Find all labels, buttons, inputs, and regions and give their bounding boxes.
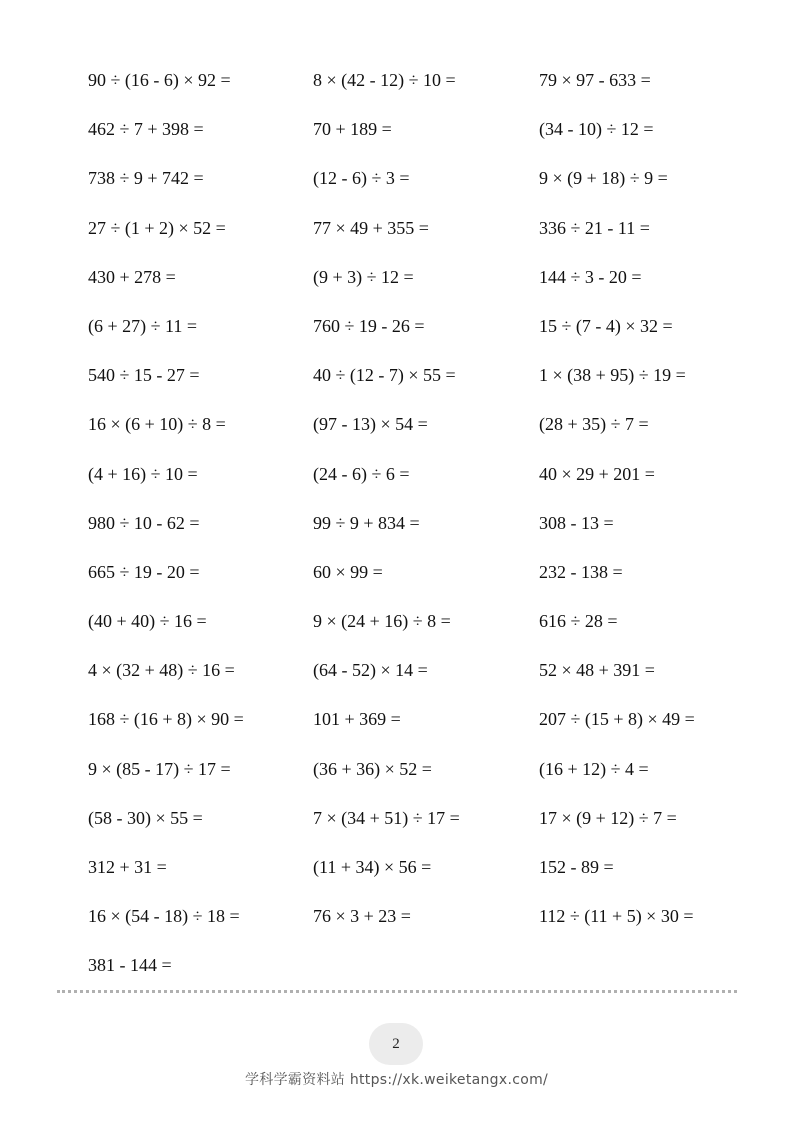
math-problem: (4 + 16) ÷ 10 = — [88, 463, 198, 484]
math-problem: 70 + 189 = — [313, 119, 392, 140]
math-problem: 232 - 138 = — [539, 561, 623, 582]
math-problem: 207 ÷ (15 + 8) × 49 = — [539, 709, 695, 730]
math-problem: 17 × (9 + 12) ÷ 7 = — [539, 807, 677, 828]
math-problem: (34 - 10) ÷ 12 = — [539, 119, 654, 140]
math-problem: 9 × (85 - 17) ÷ 17 = — [88, 758, 231, 779]
math-problem: (24 - 6) ÷ 6 = — [313, 463, 410, 484]
math-problem: 381 - 144 = — [88, 955, 172, 976]
math-problem: 77 × 49 + 355 = — [313, 217, 429, 238]
footer-site-name: 学科学霸资料站 — [244, 1072, 346, 1088]
math-problem: 312 + 31 = — [88, 857, 167, 877]
math-problem: 168 ÷ (16 + 8) × 90 = — [88, 709, 244, 730]
math-problem: (11 + 34) × 56 = — [313, 857, 432, 877]
math-problem: 60 × 99 = — [313, 561, 383, 582]
math-problem: 7 × (34 + 51) ÷ 17 = — [313, 807, 460, 828]
math-problem: 616 ÷ 28 = — [539, 611, 618, 632]
math-problem: (16 + 12) ÷ 4 = — [539, 758, 649, 779]
math-problem: 52 × 48 + 391 = — [539, 660, 655, 681]
page-number: 2 — [369, 1023, 423, 1065]
math-problem: 980 ÷ 10 - 62 = — [88, 512, 200, 533]
footer — [0, 1069, 793, 1089]
math-problem: 79 × 97 - 633 = — [539, 70, 651, 90]
problem-grid — [88, 56, 768, 991]
math-problem: 738 ÷ 9 + 742 = — [88, 168, 204, 189]
math-problem: 15 ÷ (7 - 4) × 32 = — [539, 315, 673, 336]
math-problem: 144 ÷ 3 - 20 = — [539, 266, 642, 287]
footer-url: https://xk.weiketangx.com/ — [349, 1072, 549, 1088]
math-problem: (6 + 27) ÷ 11 = — [88, 315, 198, 336]
math-problem: 152 - 89 = — [539, 857, 614, 877]
math-problem: 665 ÷ 19 - 20 = — [88, 561, 200, 582]
math-problem: 462 ÷ 7 + 398 = — [88, 119, 204, 140]
math-problem: 40 ÷ (12 - 7) × 55 = — [313, 365, 456, 386]
math-problem: 76 × 3 + 23 = — [313, 906, 411, 927]
math-problem: (12 - 6) ÷ 3 = — [313, 168, 410, 189]
math-problem: 40 × 29 + 201 = — [539, 463, 655, 484]
math-problem: 4 × (32 + 48) ÷ 16 = — [88, 660, 235, 681]
math-problem: 101 + 369 = — [313, 709, 401, 730]
math-problem: 1 × (38 + 95) ÷ 19 = — [539, 365, 686, 386]
math-problem: (9 + 3) ÷ 12 = — [313, 266, 414, 287]
math-problem: 27 ÷ (1 + 2) × 52 = — [88, 217, 226, 238]
math-problem: (64 - 52) × 14 = — [313, 660, 428, 681]
math-problem: 760 ÷ 19 - 26 = — [313, 315, 425, 336]
math-problem: (97 - 13) × 54 = — [313, 414, 428, 435]
math-problem: 540 ÷ 15 - 27 = — [88, 365, 200, 386]
math-problem: (36 + 36) × 52 = — [313, 758, 432, 779]
math-problem: 99 ÷ 9 + 834 = — [313, 512, 420, 533]
math-problem: 430 + 278 = — [88, 266, 176, 287]
math-problem: 16 × (6 + 10) ÷ 8 = — [88, 414, 226, 435]
math-problem: 336 ÷ 21 - 11 = — [539, 217, 650, 238]
math-problem: 9 × (24 + 16) ÷ 8 = — [313, 611, 451, 632]
dotted-divider — [57, 990, 737, 993]
math-problem: (28 + 35) ÷ 7 = — [539, 414, 649, 435]
math-problem: (58 - 30) × 55 = — [88, 807, 203, 828]
math-problem: (40 + 40) ÷ 16 = — [88, 611, 207, 632]
math-problem: 9 × (9 + 18) ÷ 9 = — [539, 168, 668, 189]
math-problem: 8 × (42 - 12) ÷ 10 = — [313, 70, 456, 90]
math-problem: 112 ÷ (11 + 5) × 30 = — [539, 906, 694, 927]
math-problem: 16 × (54 - 18) ÷ 18 = — [88, 906, 240, 927]
math-problem: 90 ÷ (16 - 6) × 92 = — [88, 70, 231, 90]
math-problem: 308 - 13 = — [539, 512, 614, 533]
